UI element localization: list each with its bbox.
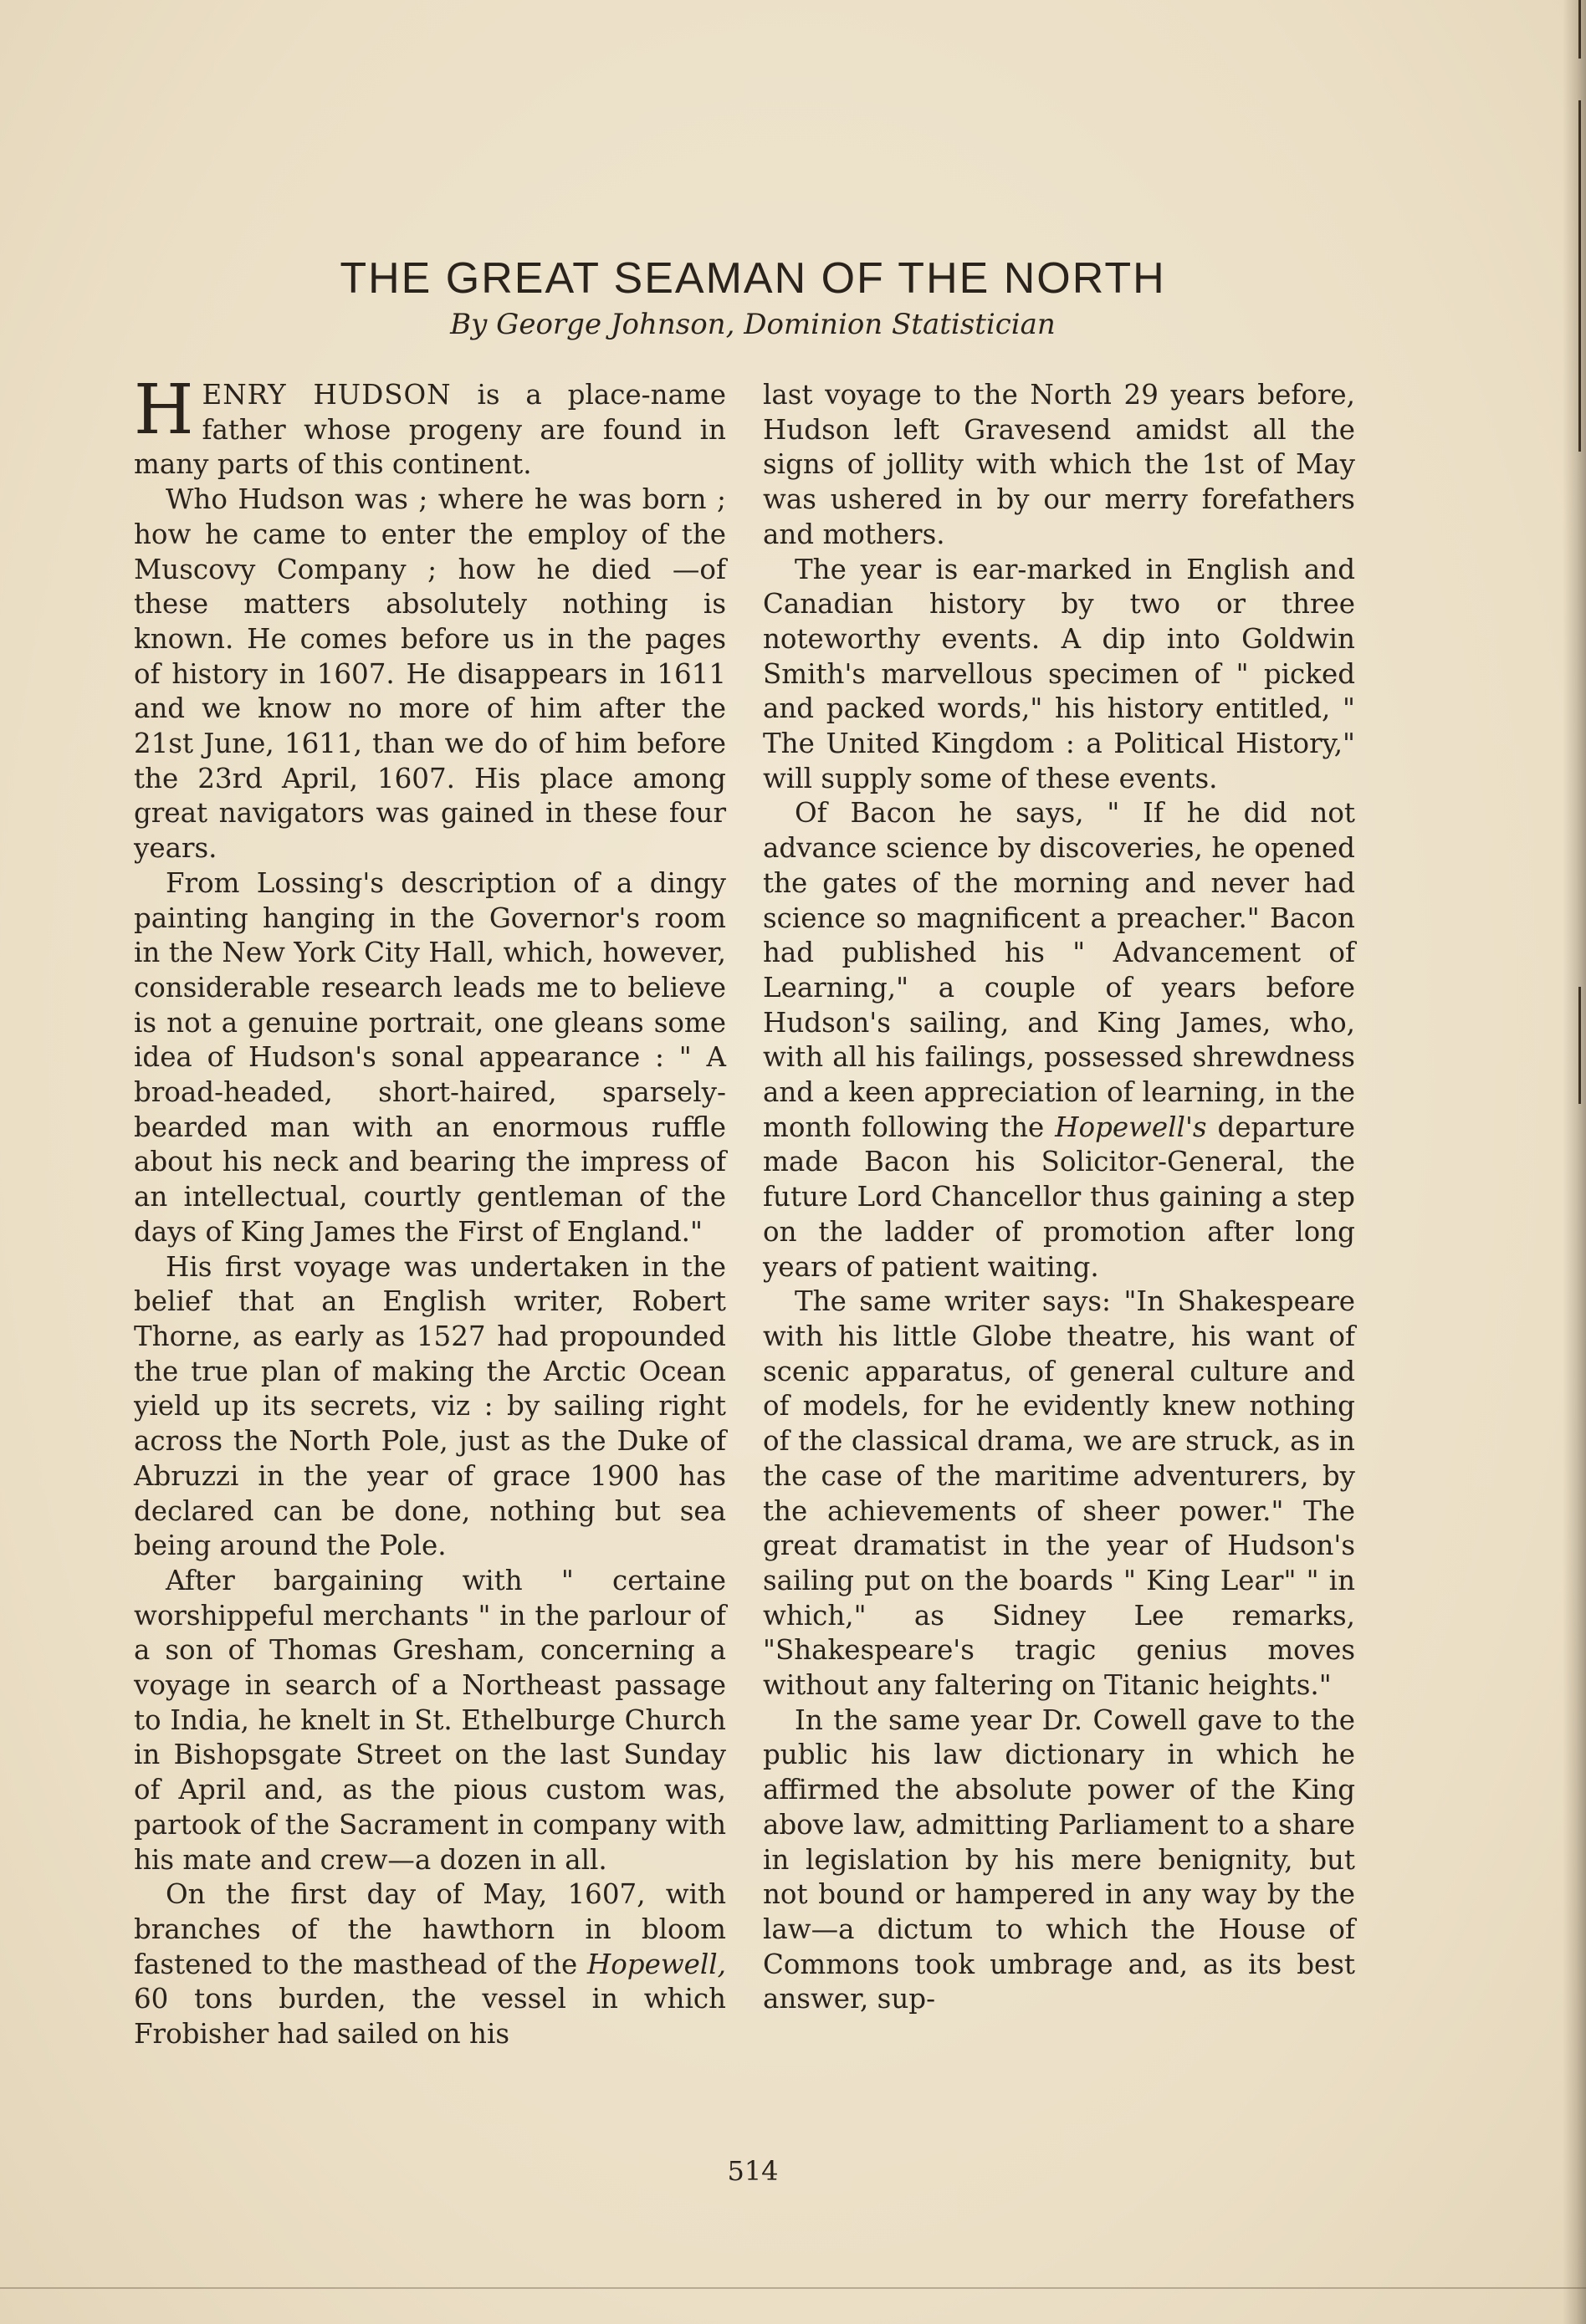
ship-name: Hopewell,	[586, 1948, 726, 1980]
byline-author: By George Johnson,	[450, 308, 735, 341]
paragraph-text: is a place-name father whose progeny are found in many parts of this continent.	[134, 379, 726, 481]
paragraph: His first voyage was undertaken in the belief that an English writer, Robert Thorne, as early as 1527 had propounded the true plan of making the Arctic Ocean yield up its secrets, viz : by sailing right across the North Pole, just as the Duke of Abruzzi in the year of grace 1900 has declared can be done, nothing but sea being around the Pole.	[134, 1250, 726, 1562]
paragraph: Who Hudson was ; where he was born ; how he came to enter the employ of the Muscovy Company ; how he died —of these matters absolutely nothing is known. He comes before us in the pages of history in 1607. He disappears in 1611 and we know no more of him after the 21st June, 1611, than we do of him before the 23rd April, 1607. His place among great navigators was gained in these four years.	[134, 483, 726, 865]
bottom-rule	[0, 2287, 1586, 2289]
page-edge-shadow	[1563, 0, 1586, 2324]
paragraph: In the same year Dr. Cowell gave to the public his law dictionary in which he affirmed the absolute power of the King above law, admitting Parliament to a share in legislation by his mere benignity, but not bound or hampered in any way by the law—a dictum to which the House of Commons took umbrage and, as its best answer, sup-	[763, 1703, 1355, 2015]
article-title: THE GREAT SEAMAN OF THE NORTH	[340, 253, 1166, 303]
paragraph: last voyage to the North 29 years before, Hudson left Gravesend amidst all the signs of jollity with which the 1st of May was ushered in by our merry forefathers and mothers.	[763, 379, 1355, 550]
paragraph-text: On the first day of May, 1607, with branches of the hawthorn in bloom fastened to the masthead of the	[134, 1878, 726, 1980]
paragraph	[763, 796, 1355, 1285]
paragraph: After bargaining with " certaine worshippeful merchants " in the parlour of a son of Thomas Gresham, concerning a voyage in search of a Northeast passage to India, he knelt in St. Ethelburge Church in Bishopsgate Street on the last Sunday of April and, as the pious custom was, partook of the Sacrament in company with his mate and crew—a dozen in all.	[134, 1564, 726, 1876]
paragraph-text: 60 tons burden, the vessel in which Frobisher had sailed on his	[134, 1983, 726, 2051]
lead-caps: ENRY HUDSON	[202, 379, 452, 411]
paragraph: The year is ear-marked in English and Canadian history by two or three noteworthy events. A dip into Goldwin Smith's marvellous specimen of " picked and packed words," his history entitled, " The United Kingdom : a Political History," will supply some of these events.	[763, 553, 1355, 794]
ship-name: Hopewell's	[1055, 1111, 1207, 1143]
paragraph	[134, 370, 726, 483]
edge-mark	[1578, 0, 1581, 59]
right-column	[763, 378, 1355, 2017]
paragraph-text: Of Bacon he says, " If he did not advance science by discoveries, he opened the gates of the morning and never had science so magnificent a preacher." Bacon had published his " Advancement of Learning," a couple of years before Hudson's sailing, and King James, who, with all his failings, possessed shrewdness and a keen appreciation of learning, in the month following the	[763, 797, 1355, 1143]
paragraph: From Lossing's description of a dingy painting hanging in the Governor's room in the New York City Hall, which, however, considerable research leads me to believe is not a genuine portrait, one gleans some idea of Hudson's sonal appearance : " A broad-headed, short-haired, sparsely-bearded man with an enormous ruffle about his neck and bearing the impress of an intellectual, courtly gentleman of the days of King James the First of England."	[134, 866, 726, 1248]
paragraph	[134, 1877, 726, 2052]
paragraph-text: departure made Bacon his Solicitor-General, the future Lord Chancellor thus gaining a step on the ladder of promotion after long years of patient waiting.	[763, 1111, 1355, 1283]
byline	[0, 308, 1506, 341]
paragraph: The same writer says: "In Shakespeare with his little Globe theatre, his want of scenic apparatus, of general culture and of models, for he evidently knew nothing of the classical drama, we are struck, as in the case of the maritime adventurers, by the achievements of sheer power." The great dramatist in the year of Hudson's sailing put on the boards " King Lear" " in which," as Sidney Lee remarks, "Shakespeare's tragic genius moves without any faltering on Titanic heights."	[763, 1285, 1355, 1702]
edge-mark	[1578, 100, 1581, 452]
edge-mark	[1578, 987, 1581, 1104]
drop-cap: H	[134, 370, 194, 450]
page-number: 514	[727, 2155, 779, 2187]
byline-role: Dominion Statistician	[744, 308, 1056, 341]
left-column	[134, 370, 726, 2052]
